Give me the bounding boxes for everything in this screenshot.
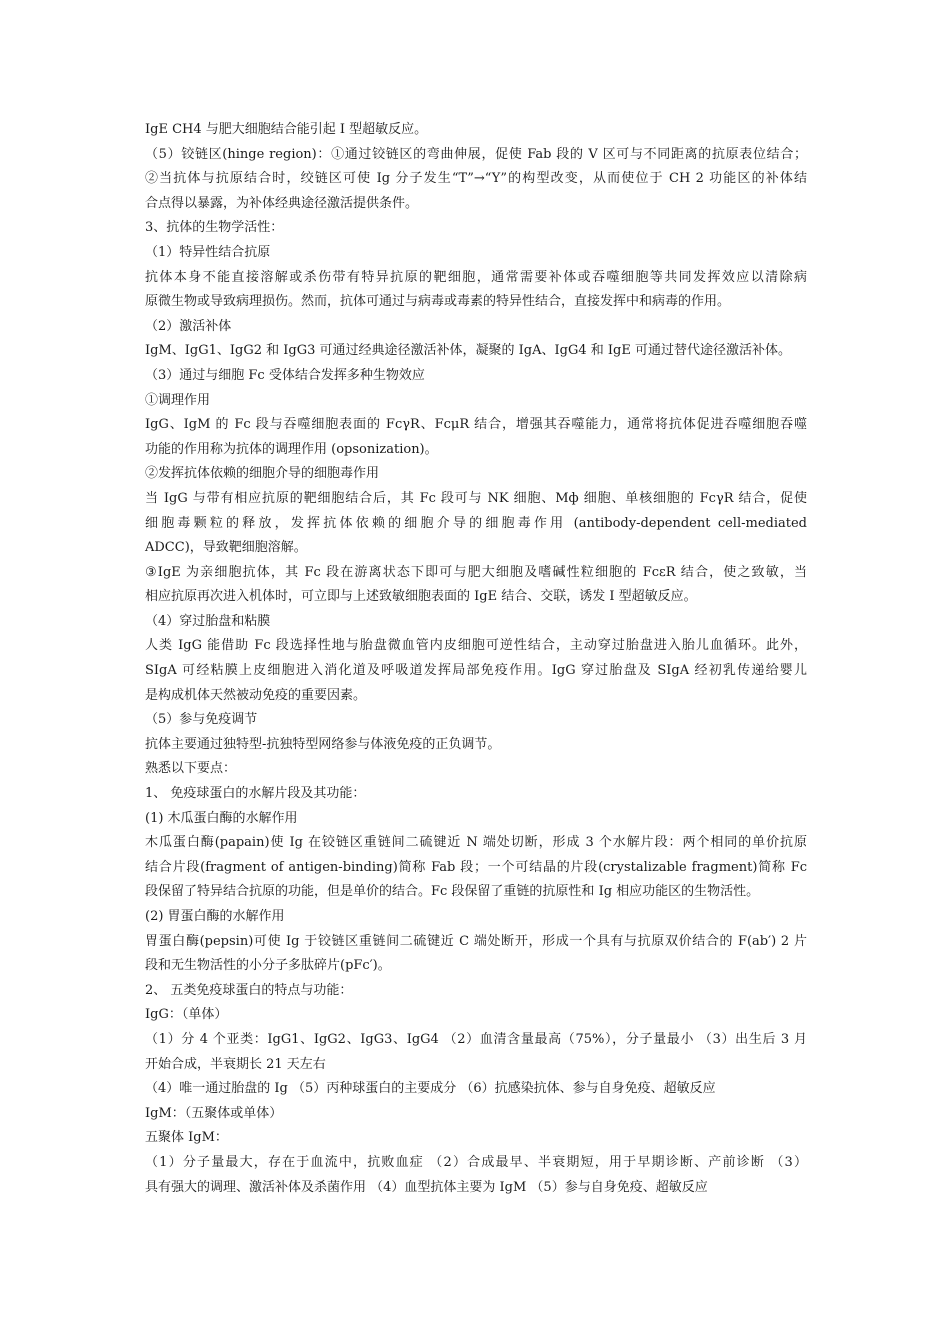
text-line: 原微生物或导致病理损伤。然而，抗体可通过与病毒或毒素的特异性结合，直接发挥中和病毒的作用。	[145, 294, 731, 310]
text-line: 抗体本身不能直接溶解或杀伤带有特异抗原的靶细胞，通常需要补体或吞噬细胞等共同发挥效应以清除病	[145, 269, 807, 285]
text-line: 当 IgG 与带有相应抗原的靶细胞结合后，其 Fc 段可与 NK 细胞、Mф 细胞、单核细胞的 FcγR 结合，促使	[145, 490, 807, 506]
text-line: （5）参与免疫调节	[145, 712, 258, 728]
text-line: IgM：（五聚体或单体）	[145, 1105, 283, 1121]
text-line: 结合片段(fragment of antigen-binding)简称 Fab 段；一个可结晶的片段(crystalizable fragment)简称 Fc	[145, 859, 807, 875]
text-line: 2、 五类免疫球蛋白的特点与功能：	[145, 982, 353, 998]
text-line: 具有强大的调理、激活补体及杀菌作用 （4）血型抗体主要为 IgM （5）参与自身免疫、超敏反应	[145, 1179, 708, 1195]
text-line: （4）穿过胎盘和粘膜	[145, 613, 271, 629]
text-line: (1) 木瓜蛋白酶的水解作用	[145, 810, 298, 826]
text-line: ②发挥抗体依赖的细胞介导的细胞毒作用	[145, 466, 380, 482]
text-line: IgG：（单体）	[145, 1007, 228, 1023]
text-line: ①调理作用	[145, 392, 211, 408]
text-line: 熟悉以下要点：	[145, 761, 237, 777]
text-line: 开始合成，半衰期长 21 天左右	[145, 1056, 326, 1072]
text-line: 段和无生物活性的小分子多肽碎片(pFc′)。	[145, 958, 391, 974]
text-line: IgE CH4 与肥大细胞结合能引起 I 型超敏反应。	[145, 122, 428, 137]
text-line: 相应抗原再次进入机体时，可立即与上述致敏细胞表面的 IgE 结合、交联，诱发 I 型超敏反应。	[145, 589, 697, 605]
text-line: 3、抗体的生物学活性：	[145, 220, 284, 236]
text-line: 木瓜蛋白酶(papain)使 Ig 在铰链区重链间二硫键近 N 端处切断，形成 3 个水解片段：两个相同的单价抗原	[145, 835, 807, 851]
text-line: SIgA 可经粘膜上皮细胞进入消化道及呼吸道发挥局部免疫作用。IgG 穿过胎盘及 SIgA 经初乳传递给婴儿	[145, 663, 807, 679]
text-line: （1）分 4 个亚类：IgG1、IgG2、IgG3、IgG4 （2）血清含量最高（75%），分子量最小 （3）出生后 3 月	[145, 1031, 807, 1047]
text-line: 合点得以暴露，为补体经典途径激活提供条件。	[145, 195, 419, 211]
text-line: （4）唯一通过胎盘的 Ig （5）丙种球蛋白的主要成分 （6）抗感染抗体、参与自身免疫、超敏反应	[145, 1081, 716, 1097]
text-line: ③IgE 为亲细胞抗体，其 Fc 段在游离状态下即可与肥大细胞及嗜碱性粒细胞的 FcεR 结合，使之致敏，当	[145, 564, 807, 580]
text-line: 五聚体 IgM：	[145, 1130, 228, 1146]
text-line: IgG、IgM 的 Fc 段与吞噬细胞表面的 FcγR、FcμR 结合，增强其吞噬能力，通常将抗体促进吞噬细胞吞噬	[145, 417, 807, 433]
text-line: 细胞毒颗粒的释放，发挥抗体依赖的细胞介导的细胞毒作用 (antibody-dependent cell-mediated	[145, 515, 807, 531]
text-line: ②当抗体与抗原结合时，绞链区可使 Ig 分子发生“T”→“Y”的构型改变，从而使位于 CH 2 功能区的补体结	[145, 171, 807, 187]
text-line: 功能的作用称为抗体的调理作用 (opsonization)。	[145, 441, 438, 457]
text-line: 段保留了特异结合抗原的功能，但是单价的结合。Fc 段保留了重链的抗原性和 Ig 相应功能区的生物活性。	[145, 884, 760, 900]
text-line: IgM、IgG1、IgG2 和 IgG3 可通过经典途径激活补体，凝聚的 IgA、IgG4 和 IgE 可通过替代途径激活补体。	[145, 343, 791, 359]
text-line: 人类 IgG 能借助 Fc 段选择性地与胎盘微血管内皮细胞可逆性结合，主动穿过胎盘进入胎儿血循环。此外，	[145, 638, 807, 654]
text-line: （1）特异性结合抗原	[145, 244, 271, 260]
text-line: （5）铰链区(hinge region)：①通过铰链区的弯曲伸展，促使 Fab 段的 V 区可与不同距离的抗原表位结合；	[145, 146, 807, 162]
text-line: （3）通过与细胞 Fc 受体结合发挥多种生物效应	[145, 367, 425, 383]
text-line: (2) 胃蛋白酶的水解作用	[145, 909, 285, 924]
document-body	[145, 118, 807, 1200]
text-line: （2）激活补体	[145, 318, 232, 334]
text-line: 1、 免疫球蛋白的水解片段及其功能：	[145, 786, 366, 802]
text-line: （1）分子量最大，存在于血流中，抗败血症 （2）合成最早、半衰期短，用于早期诊断、产前诊断 （3）	[145, 1154, 807, 1170]
text-line: 胃蛋白酶(pepsin)可使 Ig 于铰链区重链间二硫键近 C 端处断开，形成一个具有与抗原双价结合的 F(ab′) 2 片	[145, 933, 807, 949]
text-line: 是构成机体天然被动免疫的重要因素。	[145, 687, 367, 703]
text-line: 抗体主要通过独特型-抗独特型网络参与体液免疫的正负调节。	[145, 736, 501, 752]
text-line: ADCC)，导致靶细胞溶解。	[145, 540, 307, 556]
